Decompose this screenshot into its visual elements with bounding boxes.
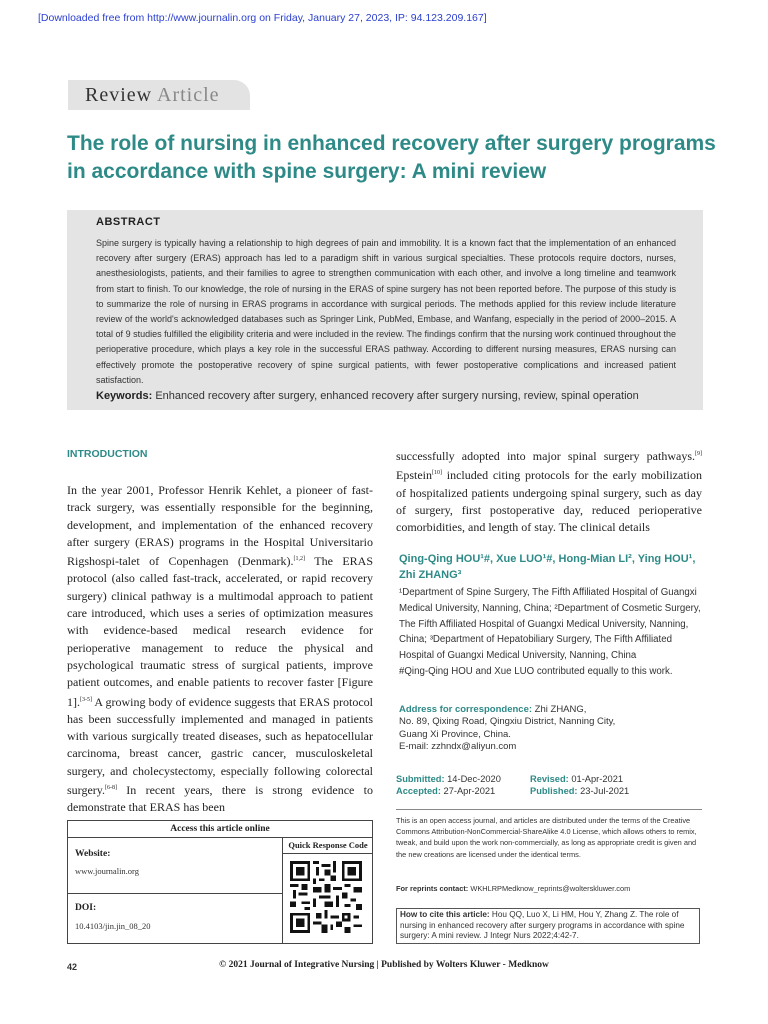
ref-link[interactable]: [10]: [432, 470, 442, 477]
qr-heading: Quick Response Code: [283, 837, 373, 854]
cite-box: [396, 908, 700, 944]
correspondence: [399, 704, 699, 753]
affiliations-text: ¹Department of Spine Surgery, The Fifth Affiliated Hospital of Guangxi Medical University, Nanning, China; ²Department of Cosmetic Surgery, The Fifth Affiliated Hospital of Guangxi Medical University, Nanning, China; ³Department of Hepatobiliary Surgery, The Fifth Affiliated Hospital of Guangxi Medical University, Nanning, China: [399, 587, 701, 662]
intro-text-4: In recent years, there is strong evidence to demonstrate that ERAS has been: [67, 783, 373, 815]
published-label: Published:: [530, 786, 578, 797]
accepted-date: 27-Apr-2021: [443, 786, 496, 797]
website-label: Website:: [75, 849, 111, 859]
correspondence-address-1: No. 89, Qixing Road, Qingxiu District, Nanning City,: [399, 716, 616, 728]
correspondence-email[interactable]: E-mail: zzhndx@aliyun.com: [399, 740, 517, 752]
abstract-text: Spine surgery is typically having a relationship to high degrees of pain and immobility. It is a known fact that the implementation of an enhanced recovery after surgery (ERAS) approach has led to a paradigm shift in various surgical specialties. These protocols require doctors, nurses, anesthesiologists, patients, and their families to agree to strengthen communication with each other, and involve a long timeline and teamwork from start to finish. To our knowledge, the role of nursing in the ERAS of spine surgery has not been reported before. The purpose of this study is to summarize the role of nursing in ERAS programs in accordance with surgical periods. The methods applied for this review include literature review of the world's acknowledged databases such as Springer Link, PubMed, Embase, and Wanfang, especially in the period of 2000–2015. A total of 9 studies fulfilled the eligibility criteria and were included in the review. The findings confirm that the nursing work continued throughout the perioperative procedure, which plays a key role in the successful ERAS pathway. According to different nursing measures, ERAS nursing can effectively promote the postoperative recovery of spine surgical patients, with fewer postoperative complications and increased patient satisfaction.: [96, 238, 676, 385]
footer-text: © 2021 Journal of Integrative Nursing | Published by Wolters Kluwer - Medknow: [219, 960, 549, 970]
intro-text-6: Epstein: [396, 468, 432, 483]
author-names: Qing-Qing HOU¹#, Xue LUO¹#, Hong-Mian LI², Ying HOU¹, Zhi ZHANG³: [399, 553, 696, 581]
correspondence-address-2: Guang Xi Province, China.: [399, 728, 511, 740]
keywords-text: Enhanced recovery after surgery, enhanced recovery after surgery nursing, review, spinal operation: [155, 390, 639, 402]
author-affiliations: [399, 585, 701, 680]
accepted-label: Accepted:: [396, 786, 441, 797]
page-number: 42: [67, 962, 78, 972]
download-notice: [Downloaded free from http://www.journalin.org on Friday, January 27, 2023, IP: 94.123.209.167]: [38, 12, 487, 24]
access-article-box: [67, 820, 373, 944]
article-dates: [396, 773, 702, 797]
access-heading: Access this article online: [68, 821, 372, 838]
cite-text: Hou QQ, Luo X, Li HM, Hou Y, Zhang Z. The role of nursing in enhanced recovery after surgery programs in accordance with spine surgery: A mini review. J Integr Nurs 2022;4:42-7.: [400, 910, 685, 940]
abstract-heading: ABSTRACT: [96, 216, 161, 228]
doi-label: DOI:: [75, 903, 97, 913]
access-divider-horizontal: [68, 893, 282, 894]
correspondence-label: Address for correspondence:: [399, 704, 533, 715]
revised-date: 01-Apr-2021: [571, 774, 624, 784]
intro-text-5: successfully adopted into major spinal surgery pathways.: [396, 449, 695, 463]
article-type-badge: [68, 80, 250, 110]
article-title: The role of nursing in enhanced recovery after surgery programs in accordance with spine surgery: A mini review: [67, 132, 716, 183]
article-type-word1: Review: [85, 84, 153, 106]
license-text: This is an open access journal, and articles are distributed under the terms of the Creative Commons Attribution-NonCommercial-ShareAlike 4.0 License, which allows others to remix, tweak, and build upon the work non-commercially, as long as appropriate credit is given and the new creations are licensed under the identical terms.: [396, 816, 697, 859]
introduction-body-left: [67, 482, 373, 817]
equal-contribution-note: #Qing-Qing HOU and Xue LUO contributed equally to this work.: [399, 665, 673, 677]
ref-link[interactable]: [1,2]: [293, 556, 306, 563]
intro-text-3: A growing body of evidence suggests that ERAS protocol has been successfully implemented and managed in patients with various surgically treated diseases, such as hepatocellular carcinoma, breast cancer, gastric cancer, musculoskeletal surgery, and cholecystectomy, especially following colorectal surgery.: [67, 694, 373, 798]
article-type-word2: Article: [157, 84, 220, 106]
intro-text-2: The ERAS protocol (also called fast-track, accelerated, or rapid recovery surgery) clinical pathway is a multimodal approach to patient care introduced, which uses a series of optimization measures with evidence-based medical research evidence for perioperative management to reduce the physical and psychological traumatic stress of surgical patients, improve patient outcomes, and enable patients to recover faster [Figure 1].: [67, 554, 373, 709]
keywords-label: Keywords:: [96, 390, 153, 402]
revised-label: Revised:: [530, 774, 569, 784]
divider: [396, 809, 702, 810]
reprints-contact: [396, 884, 630, 893]
correspondence-name: Zhi ZHANG,: [532, 704, 587, 715]
keywords: [96, 390, 696, 402]
published-date: 23-Jul-2021: [580, 786, 630, 797]
submitted-label: Submitted:: [396, 774, 445, 784]
ref-link[interactable]: [6-8]: [105, 785, 117, 792]
cite-label: How to cite this article:: [400, 910, 490, 919]
intro-text-1: In the year 2001, Professor Henrik Kehlet, a pioneer of fast-track surgery, was essentially responsible for the beginning, development, and implementation of the enhanced recovery after surgery (ERAS) programs in the Hospital Universitario Rigshospi-talet of Copenhagen (Denmark).: [67, 483, 373, 569]
submitted-date: 14-Dec-2020: [447, 774, 501, 784]
doi-link[interactable]: 10.4103/jin.jin_08_20: [75, 921, 151, 931]
qr-code-icon[interactable]: [290, 859, 362, 935]
website-link[interactable]: www.journalin.org: [75, 866, 139, 876]
ref-link[interactable]: [9]: [695, 451, 702, 457]
introduction-heading: INTRODUCTION: [67, 448, 148, 460]
reprints-email[interactable]: WKHLRPMedknow_reprints@wolterskluwer.com: [470, 884, 631, 893]
introduction-body-right: [396, 446, 702, 536]
intro-text-7: included citing protocols for the early mobilization of hospitalized patients undergoing spinal surgery, such as day of surgery, first postoperative day, reduced perioperative comorbidities, and length of stay. The clinical details: [396, 468, 702, 535]
reprints-label: For reprints contact:: [396, 884, 469, 893]
ref-link[interactable]: [3-5]: [80, 696, 92, 703]
